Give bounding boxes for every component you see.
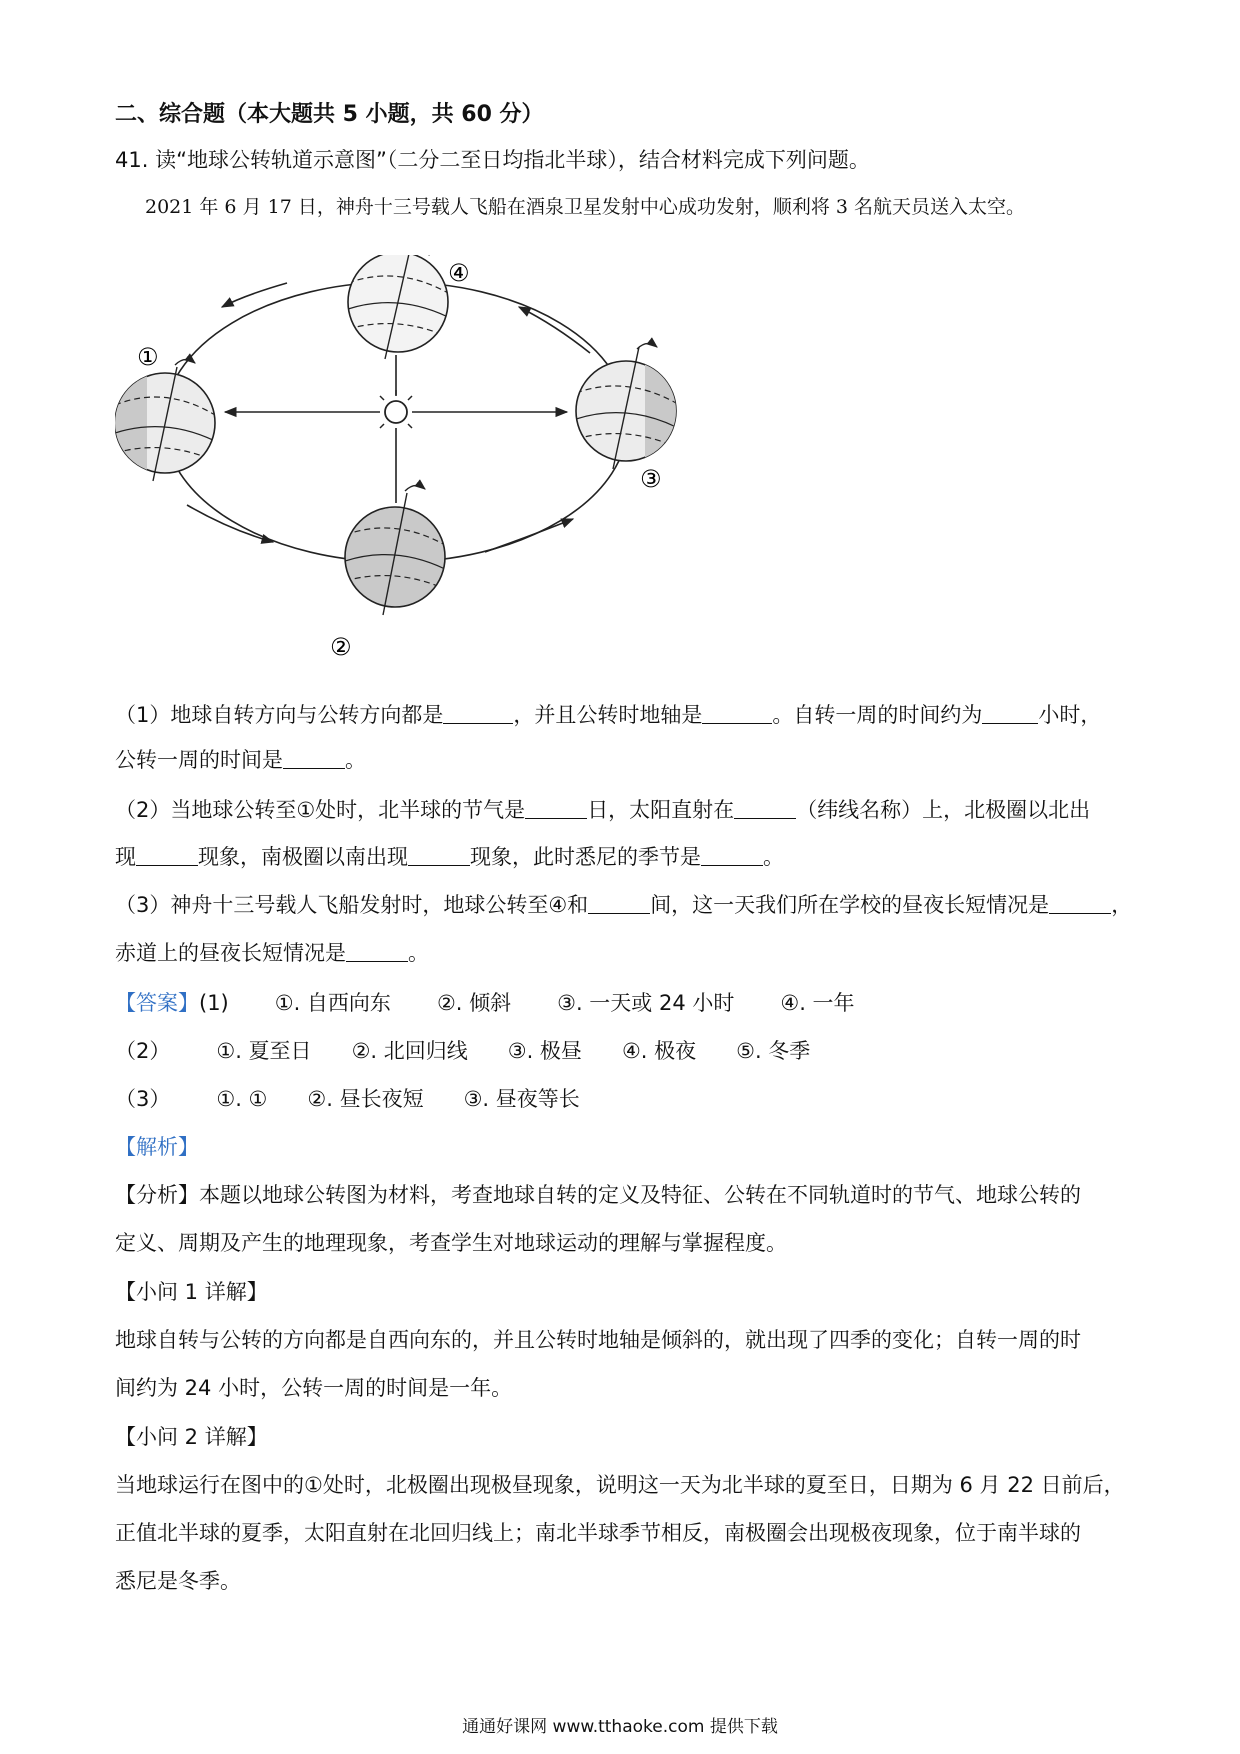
analysis-fenxi-line-1: 【分析】本题以地球公转图为材料，考查地球自转的定义及特征、公转在不同轨道时的节气、地球公转的 [115,1183,1081,1207]
blank [982,701,1038,724]
detail-1-line-1: 地球自转与公转的方向都是自西向东的，并且公转时地轴是倾斜的，就出现了四季的变化；自转一周的时 [115,1328,1081,1352]
detail-2-line-1: 当地球运行在图中的①处时，北极圈出现极昼现象，说明这一天为北半球的夏至日，日期为 6 月 22 日前后， [115,1473,1125,1497]
question-material: 2021 年 6 月 17 日，神舟十三号载人飞船在酒泉卫星发射中心成功发射，顺利将 3 名航天员送入太空。 [145,196,1025,218]
blank [701,843,763,866]
answer-row-1: 【答案】(1) ①. 自西向东 ②. 倾斜 ③. 一天或 24 小时 ④. 一年 [115,991,855,1015]
answer-row-2: （2） ①. 夏至日 ②. 北回归线 ③. 极昼 ④. 极夜 ⑤. 冬季 [115,1039,811,1063]
blank [1049,891,1111,914]
sub-question-3-line-1: （3）神舟十三号载人飞船发射时，地球公转至④和 间，这一天我们所在学校的昼夜长短情况是 ， [115,893,1133,917]
detail-1-line-2: 间约为 24 小时，公转一周的时间是一年。 [115,1376,513,1400]
label-position-1: ① [137,343,159,371]
detail-2-line-2: 正值北半球的夏季，太阳直射在北回归线上；南北半球季节相反，南极圈会出现极夜现象，位于南半球的 [115,1521,1081,1545]
question-title: 41. 读“地球公转轨道示意图”（二分二至日均指北半球），结合材料完成下列问题。 [115,148,870,172]
sub-question-1-line-2: 公转一周的时间是 。 [115,748,366,772]
blank [346,939,408,962]
label-position-3: ③ [640,465,662,493]
detail-2-line-3: 悉尼是冬季。 [115,1569,241,1593]
blank [408,843,470,866]
sub-question-2-line-2: 现 现象，南极圈以南出现 现象，此时悉尼的季节是 。 [115,845,784,869]
label-position-4: ④ [448,259,470,287]
section-title: 二、综合题（本大题共 5 小题，共 60 分） [115,102,544,127]
blank [283,746,345,769]
earth-position-3 [576,343,685,469]
answer-row-3: （3） ①. ① ②. 昼长夜短 ③. 昼夜等长 [115,1087,580,1111]
sub-question-3-line-2: 赤道上的昼夜长短情况是 。 [115,941,429,965]
analysis-fenxi-line-2: 定义、周期及产生的地理现象，考查学生对地球运动的理解与掌握程度。 [115,1231,787,1255]
blank [525,796,587,819]
blank [702,701,772,724]
detail-2-label: 【小问 2 详解】 [115,1425,268,1449]
blank [734,796,796,819]
label-position-2: ② [330,633,352,661]
answer-label: 【答案】 [115,991,199,1015]
blank [588,891,650,914]
blank [136,843,198,866]
sub-question-1-line-1: （1）地球自转方向与公转方向都是 ，并且公转时地轴是 。自转一周的时间约为 小时， [115,703,1102,727]
earth-position-2 [345,485,445,615]
page-footer: 通通好课网 www.tthaoke.com 提供下载 [462,1717,778,1737]
detail-1-label: 【小问 1 详解】 [115,1280,268,1304]
analysis-label: 【解析】 [115,1135,199,1159]
earth-position-1 [115,359,215,481]
blank [443,701,513,724]
earth-orbit-diagram [115,255,775,675]
earth-position-4 [348,255,448,359]
sub-question-2-line-1: （2）当地球公转至①处时，北半球的节气是 日，太阳直射在 （纬线名称）上，北极圈以北出 [115,798,1091,822]
